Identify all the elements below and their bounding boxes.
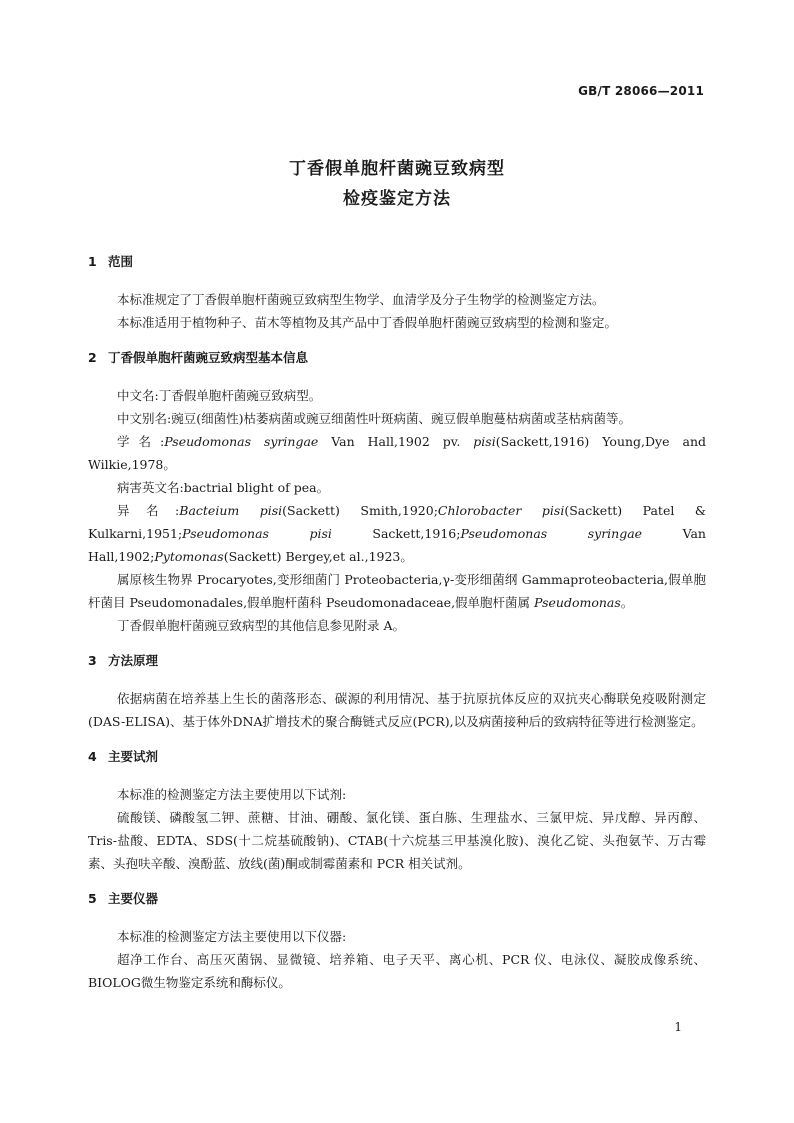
chinese-alias: 中文别名:豌豆(细菌性)枯萎病菌或豌豆细菌性叶斑病菌、豌豆假单胞蔓枯病菌或茎枯病菌等。 xyxy=(117,411,631,426)
document-title-line1: 丁香假单胞杆菌豌豆致病型 xyxy=(289,159,505,179)
authority: Van Hall,1902; xyxy=(88,526,706,564)
document-body xyxy=(88,252,706,1008)
section-1 xyxy=(88,252,706,334)
authority: (Sackett,1916) Young,Dye and Wilkie,1978。 xyxy=(88,434,706,472)
instrument-list: 超净工作台、高压灭菌锅、显微镜、培养箱、电子天平、离心机、PCR 仪、电泳仪、凝胶成像系统、BIOLOG微生物鉴定系统和酶标仪。 xyxy=(88,952,706,990)
label: 学名: xyxy=(117,434,165,449)
label: 异名: xyxy=(117,503,180,518)
section-heading xyxy=(88,747,706,765)
section-title: 主要试剂 xyxy=(108,749,159,764)
synonym-name: Pytomonas xyxy=(154,549,224,564)
standard-code: GB/T 28066—2011 xyxy=(578,84,704,98)
section-heading xyxy=(88,889,706,907)
taxonomy-text: 属原核生物界 Procaryotes,变形细菌门 Proteobacteria,γ-变形细菌纲 Gammaproteobacteria,假单胞杆菌目 Pseudomonadales,假单胞杆菌科 Pseudomonadaceae,假单胞杆菌属 xyxy=(88,572,706,610)
synonyms xyxy=(88,499,706,568)
synonym-name: Pseudomonas syringae xyxy=(460,526,643,541)
section-heading xyxy=(88,651,706,669)
section-number: 1 xyxy=(88,254,97,269)
pathovar-name: pisi xyxy=(473,434,496,449)
authority: (Sackett) Smith,1920; xyxy=(282,503,438,518)
document-title-line2: 检疫鉴定方法 xyxy=(343,189,451,209)
authority: (Sackett) Patel & Kulkarni,1951; xyxy=(88,503,706,541)
section-3 xyxy=(88,651,706,733)
section-title: 方法原理 xyxy=(108,653,159,668)
authority: Van Hall,1902 pv. xyxy=(318,434,474,449)
taxonomy xyxy=(88,568,706,614)
section-4 xyxy=(88,747,706,875)
synonym-name: Pseudomonas pisi xyxy=(182,526,332,541)
paragraph: 本标准的检测鉴定方法主要使用以下试剂: xyxy=(117,787,347,802)
section-2 xyxy=(88,348,706,637)
reagent-list: 硫酸镁、磷酸氢二钾、蔗糖、甘油、硼酸、氯化镁、蛋白胨、生理盐水、三氯甲烷、异戊醇、异丙醇、Tris-盐酸、EDTA、SDS(十二烷基硫酸钠)、CTAB(十六烷基三甲基溴化胺)、溴化乙锭、头孢氨苄、万古霉素、头孢呋辛酸、溴酚蓝、放线(菌)酮或制霉菌素和 PCR 相关试剂。 xyxy=(88,810,706,871)
species-name: Pseudomonas syringae xyxy=(164,434,319,449)
section-number: 4 xyxy=(88,749,97,764)
section-number: 2 xyxy=(88,350,97,365)
genus-name: Pseudomonas xyxy=(534,595,621,610)
authority: Sackett,1916; xyxy=(331,526,461,541)
paragraph: 本标准规定了丁香假单胞杆菌豌豆致病型生物学、血清学及分子生物学的检测鉴定方法。 xyxy=(117,292,605,307)
authority: (Sackett) Bergey,et al.,1923。 xyxy=(223,549,413,564)
paragraph: 本标准的检测鉴定方法主要使用以下仪器: xyxy=(117,929,347,944)
english-disease-name: 病害英文名:bactrial blight of pea。 xyxy=(117,480,330,495)
synonym-name: Chlorobacter pisi xyxy=(437,503,565,518)
section-title: 丁香假单胞杆菌豌豆致病型基本信息 xyxy=(108,350,309,365)
chinese-name: 中文名:丁香假单胞杆菌豌豆致病型。 xyxy=(117,388,322,403)
section-number: 3 xyxy=(88,653,97,668)
section-heading xyxy=(88,348,706,366)
section-heading xyxy=(88,252,706,270)
section-title: 范围 xyxy=(108,254,134,269)
synonym-name: Bacteium pisi xyxy=(179,503,283,518)
scientific-name xyxy=(88,430,706,476)
other-info: 丁香假单胞杆菌豌豆致病型的其他信息参见附录 A。 xyxy=(117,618,406,633)
section-5 xyxy=(88,889,706,994)
section-number: 5 xyxy=(88,891,97,906)
page-number: 1 xyxy=(674,1020,682,1034)
punctuation: 。 xyxy=(620,595,634,610)
paragraph: 本标准适用于植物种子、苗木等植物及其产品中丁香假单胞杆菌豌豆致病型的检测和鉴定。 xyxy=(117,315,618,330)
paragraph: 依据病菌在培养基上生长的菌落形态、碳源的利用情况、基于抗原抗体反应的双抗夹心酶联免疫吸附测定(DAS-ELISA)、基于体外DNA扩增技术的聚合酶链式反应(PCR),以及病菌接种后的致病特征等进行检测鉴定。 xyxy=(88,691,706,729)
section-title: 主要仪器 xyxy=(108,891,159,906)
